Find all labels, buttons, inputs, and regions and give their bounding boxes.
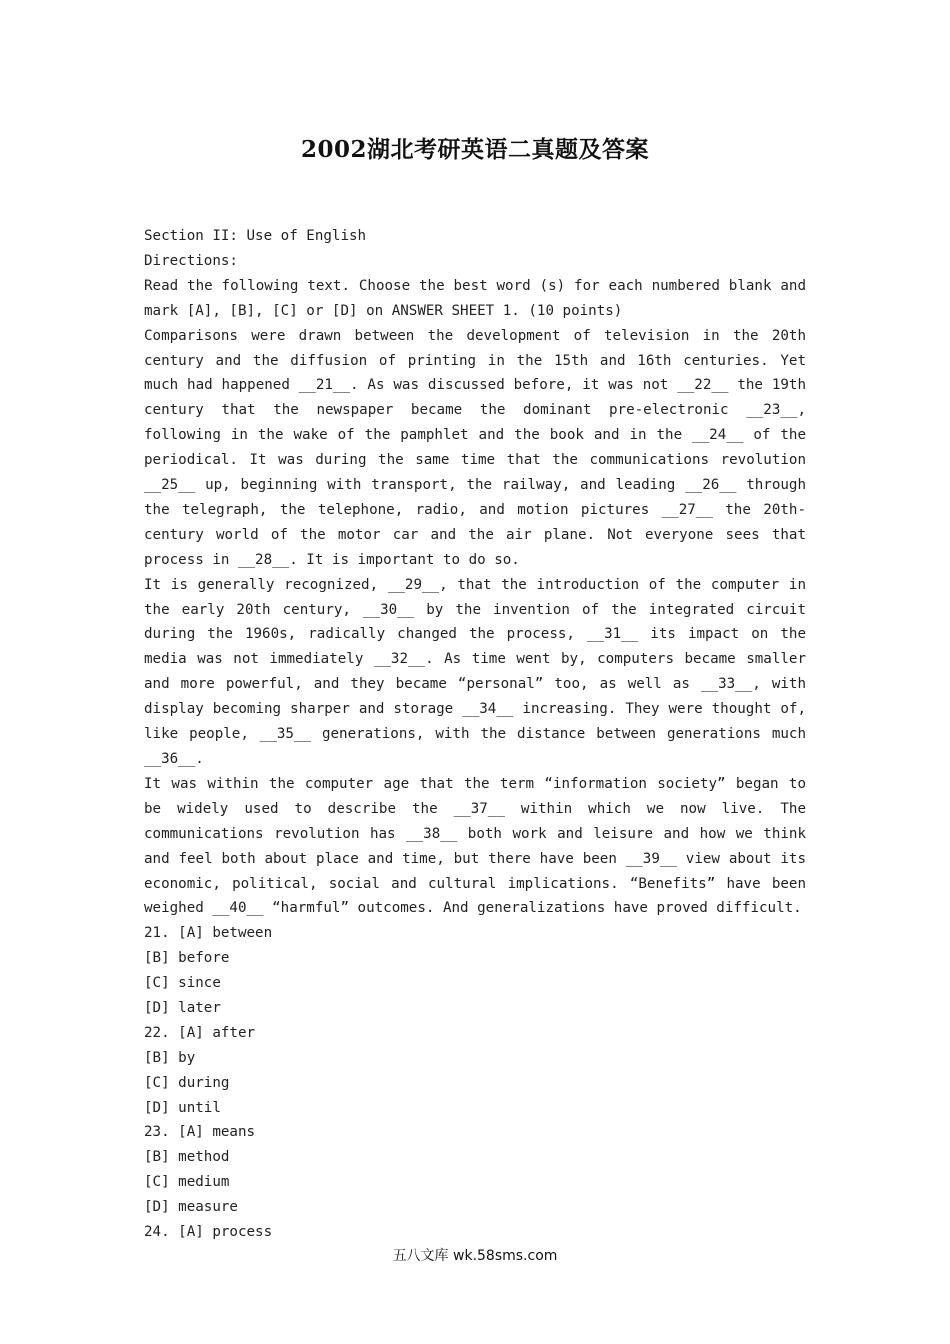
option-line: [B] before [144,950,230,967]
option-line: [C] medium [144,1174,230,1191]
document-body [144,224,806,1245]
document-title: 2002湖北考研英语二真题及答案 [300,136,649,163]
option-line: [B] by [144,1049,196,1066]
instructions-text: Read the following text. Choose the best word (s) for each numbered blank and mark [A], [B], [C] or [D] on ANSWER SHEET 1. (10 points) [144,277,806,319]
passage-paragraph-2: It is generally recognized, __29__, that the introduction of the computer in the early 20th century, __30__ by the invention of the integrated circuit during the 1960s, radically changed the process, __31__ its impact on the media was not immediately __32__. As time went by, computers became smaller and more powerful, and they became “personal” too, as well as __33__, with display becoming sharper and storage __34__ increasing. They were thought of, like people, __35__ generations, with the distance between generations much __36__. [144,576,806,767]
option-line: 21. [A] between [144,925,273,942]
answer-options [144,921,806,1245]
footer-watermark: 五八文库 wk.58sms.com [392,1248,558,1264]
option-line: [D] until [144,1099,221,1116]
passage-paragraph-1: Comparisons were drawn between the development of television in the 20th century and the diffusion of printing in the 15th and 16th centuries. Yet much had happened __21__. As was discussed before, it was not __22__ the 19th century that the newspaper became the dominant pre-electronic __23__, following in the wake of the pamphlet and the book and in the __24__ of the periodical. It was during the same time that the communications revolution __25__ up, beginning with transport, the railway, and leading __26__ through the telegraph, the telephone, radio, and motion pictures __27__ the 20th-century world of the motor car and the air plane. Not everyone sees that process in __28__. It is important to do so. [144,327,806,568]
option-line: 23. [A] means [144,1124,256,1141]
option-line: [D] measure [144,1199,238,1216]
option-line: [D] later [144,1000,221,1017]
option-line: 22. [A] after [144,1024,256,1041]
directions-label: Directions: [144,252,238,269]
option-line: [C] since [144,975,221,992]
option-line: [C] during [144,1074,230,1091]
passage-paragraph-3: It was within the computer age that the term “information society” began to be widely used to describe the __37__ within which we now live. The communications revolution has __38__ both work and leisure and how we think and feel both about place and time, but there have been __39__ view about its economic, political, social and cultural implications. “Benefits” have been weighed __40__ “harmful” outcomes. And generalizations have proved difficult. [144,775,806,917]
option-line: [B] method [144,1149,230,1166]
option-line: 24. [A] process [144,1224,273,1241]
section-heading: Section II: Use of English [144,228,367,244]
